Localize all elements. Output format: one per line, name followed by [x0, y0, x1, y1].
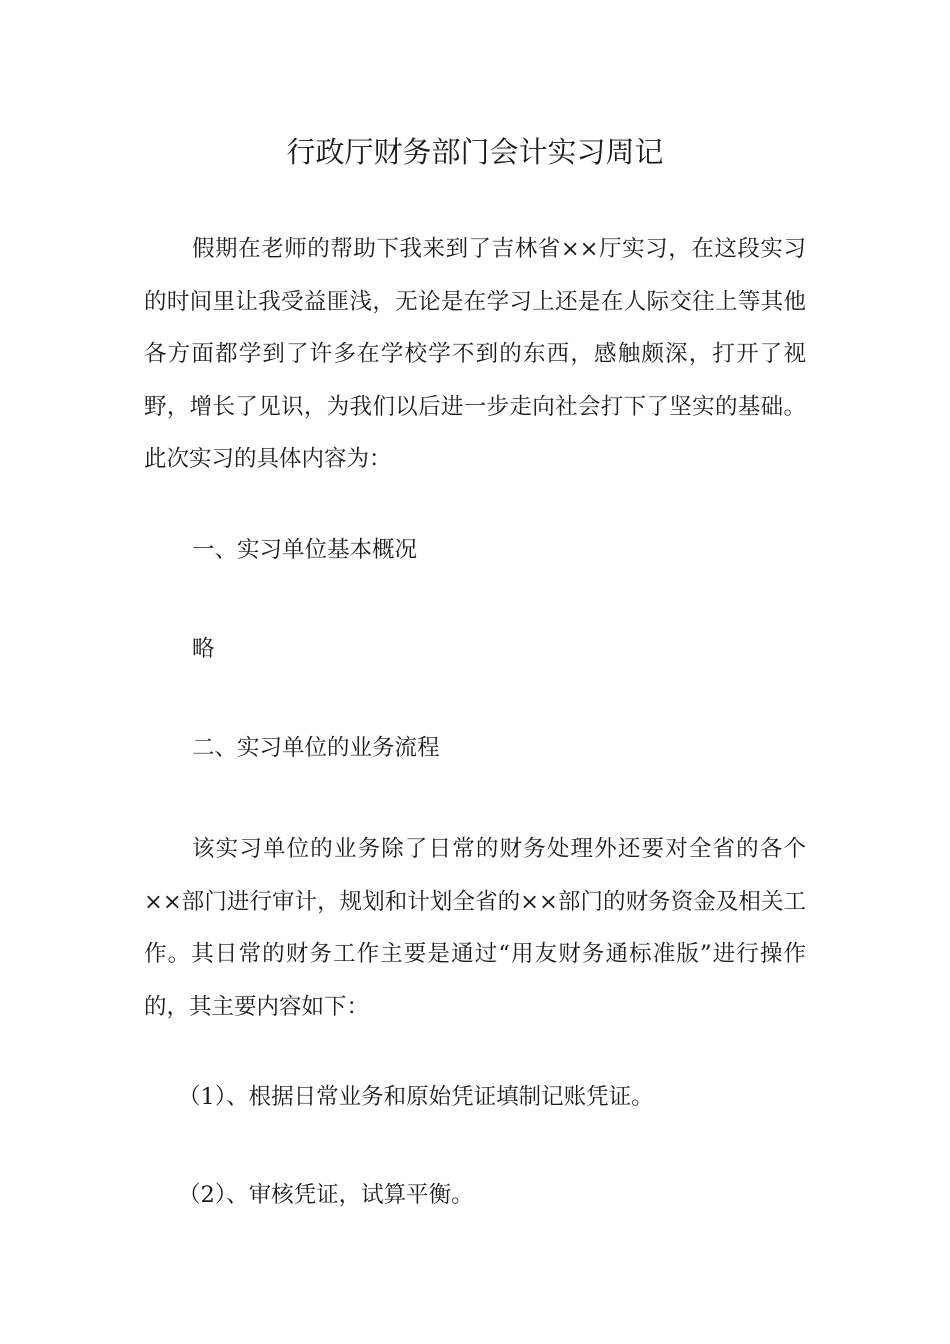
document-title: 行政厅财务部门会计实习周记	[286, 135, 664, 169]
list-item-2: （2）、审核凭证，试算平衡。	[178, 1182, 474, 1208]
section-1-heading: 一、实习单位基本概况	[192, 537, 418, 563]
intro-paragraph: 假期在老师的帮助下我来到了吉林省××厅实习，在这段实习的时间里让我受益匪浅，无论是在学习上还是在人际交往上等其他各方面都学到了许多在学校学不到的东西，感触颇深，打开了视野，增长了见识，为我们以后进一步走向社会打下了坚实的基础。此次实习的具体内容为：	[144, 236, 806, 472]
section-2-paragraph: 该实习单位的业务除了日常的财务处理外还要对全省的各个××部门进行审计，规划和计划全省的××部门的财务资金及相关工作。其日常的财务工作主要是通过“用友财务通标准版”进行操作的，其主要内容如下：	[144, 836, 806, 1020]
list-item-1: （1）、根据日常业务和原始凭证填制记账凭证。	[178, 1084, 654, 1110]
section-2-heading: 二、实习单位的业务流程	[192, 735, 440, 761]
section-1-body: 略	[192, 636, 215, 662]
